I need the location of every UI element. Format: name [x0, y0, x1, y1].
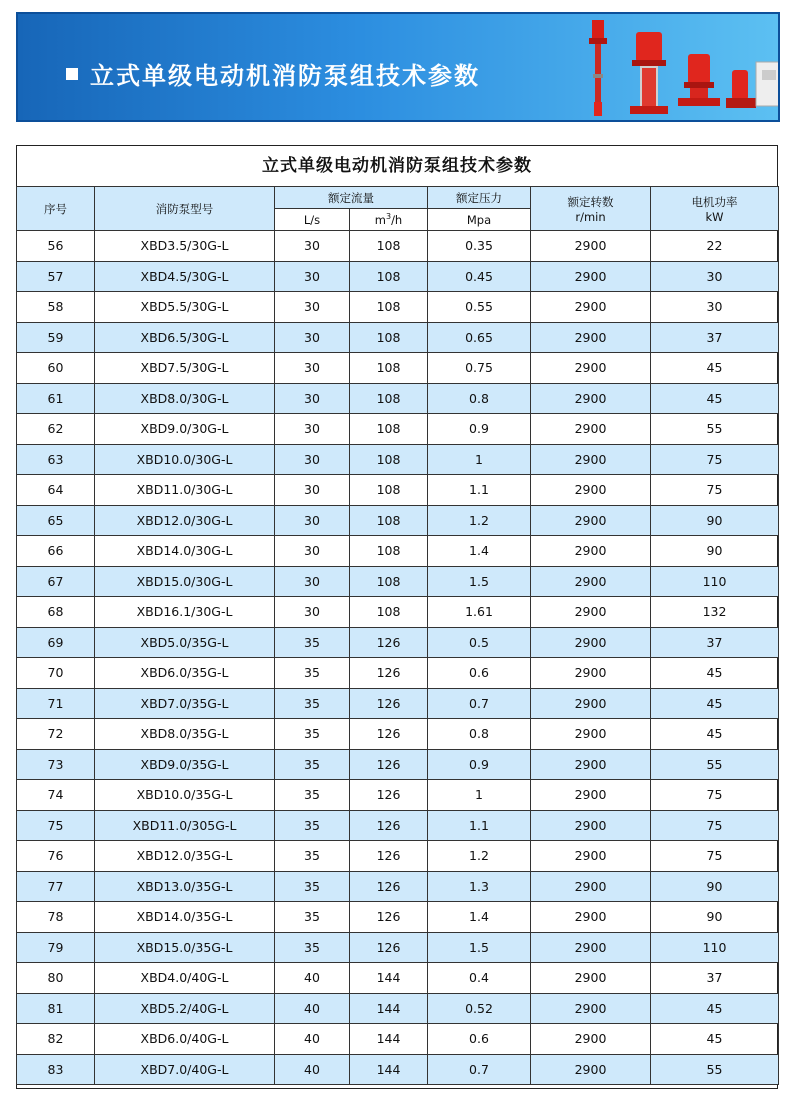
cell-flow-m3h: 126 [350, 688, 428, 719]
cell-pressure: 1 [428, 780, 531, 811]
cell-flow-ls: 40 [275, 1024, 350, 1055]
cell-index: 60 [17, 353, 95, 384]
cell-power: 90 [651, 871, 779, 902]
table-row [17, 353, 779, 384]
cell-pressure: 0.52 [428, 993, 531, 1024]
cell-index: 79 [17, 932, 95, 963]
cell-power: 45 [651, 993, 779, 1024]
cell-speed: 2900 [531, 444, 651, 475]
cell-flow-m3h: 144 [350, 1024, 428, 1055]
cell-flow-ls: 30 [275, 231, 350, 262]
cell-flow-ls: 35 [275, 841, 350, 872]
cell-speed: 2900 [531, 475, 651, 506]
cell-index: 68 [17, 597, 95, 628]
cell-pressure: 1.5 [428, 932, 531, 963]
bullet-square-icon [66, 68, 78, 80]
cell-model: XBD4.0/40G-L [95, 963, 275, 994]
cell-model: XBD9.0/35G-L [95, 749, 275, 780]
cell-power: 75 [651, 810, 779, 841]
header-flow-m3h-tail: /h [391, 212, 403, 227]
table-row [17, 810, 779, 841]
pump-set-icon [726, 62, 780, 108]
cell-flow-m3h: 108 [350, 536, 428, 567]
cell-index: 81 [17, 993, 95, 1024]
cell-flow-ls: 35 [275, 627, 350, 658]
cell-index: 75 [17, 810, 95, 841]
table-row [17, 749, 779, 780]
spec-table-frame [16, 145, 778, 1089]
header-pressure: 额定压力 [428, 187, 531, 209]
cell-pressure: 0.9 [428, 749, 531, 780]
cell-power: 75 [651, 841, 779, 872]
cell-index: 64 [17, 475, 95, 506]
table-row [17, 963, 779, 994]
cell-index: 61 [17, 383, 95, 414]
cell-flow-ls: 35 [275, 871, 350, 902]
multistage-pump-icon [630, 32, 668, 114]
cell-pressure: 1.5 [428, 566, 531, 597]
cell-power: 37 [651, 627, 779, 658]
cell-power: 30 [651, 261, 779, 292]
cell-model: XBD11.0/305G-L [95, 810, 275, 841]
table-row [17, 932, 779, 963]
cell-index: 77 [17, 871, 95, 902]
cell-power: 90 [651, 505, 779, 536]
tall-pump-icon [589, 20, 607, 116]
cell-model: XBD16.1/30G-L [95, 597, 275, 628]
cell-model: XBD5.2/40G-L [95, 993, 275, 1024]
cell-flow-ls: 35 [275, 719, 350, 750]
cell-speed: 2900 [531, 841, 651, 872]
spec-table-body [17, 231, 779, 1085]
cell-power: 37 [651, 322, 779, 353]
inline-pump-icon [678, 54, 720, 106]
cell-speed: 2900 [531, 749, 651, 780]
cell-power: 30 [651, 292, 779, 323]
cell-model: XBD8.0/30G-L [95, 383, 275, 414]
cell-speed: 2900 [531, 627, 651, 658]
cell-speed: 2900 [531, 353, 651, 384]
table-row [17, 261, 779, 292]
cell-index: 58 [17, 292, 95, 323]
cell-pressure: 0.75 [428, 353, 531, 384]
cell-pressure: 0.35 [428, 231, 531, 262]
cell-flow-ls: 30 [275, 475, 350, 506]
cell-power: 110 [651, 932, 779, 963]
cell-index: 74 [17, 780, 95, 811]
header-flow-ls: L/s [275, 209, 350, 231]
cell-speed: 2900 [531, 566, 651, 597]
cell-power: 45 [651, 1024, 779, 1055]
cell-power: 75 [651, 444, 779, 475]
header-flow-m3h [350, 209, 428, 231]
cell-power: 55 [651, 1054, 779, 1085]
table-row [17, 902, 779, 933]
cell-flow-ls: 30 [275, 597, 350, 628]
cell-speed: 2900 [531, 719, 651, 750]
cell-flow-m3h: 126 [350, 871, 428, 902]
cell-power: 132 [651, 597, 779, 628]
cell-pressure: 1 [428, 444, 531, 475]
cell-index: 80 [17, 963, 95, 994]
cell-speed: 2900 [531, 414, 651, 445]
cell-speed: 2900 [531, 261, 651, 292]
table-row [17, 383, 779, 414]
cell-model: XBD15.0/30G-L [95, 566, 275, 597]
cell-flow-m3h: 144 [350, 963, 428, 994]
cell-speed: 2900 [531, 658, 651, 689]
cell-pressure: 0.4 [428, 963, 531, 994]
table-row [17, 597, 779, 628]
cell-model: XBD5.0/35G-L [95, 627, 275, 658]
cell-speed: 2900 [531, 1054, 651, 1085]
cell-speed: 2900 [531, 1024, 651, 1055]
cell-model: XBD7.5/30G-L [95, 353, 275, 384]
cell-model: XBD7.0/35G-L [95, 688, 275, 719]
cell-index: 83 [17, 1054, 95, 1085]
table-row [17, 993, 779, 1024]
cell-index: 66 [17, 536, 95, 567]
header-speed-unit: r/min [575, 209, 606, 224]
header-model: 消防泵型号 [95, 187, 275, 231]
cell-pressure: 0.9 [428, 414, 531, 445]
cell-pressure: 1.1 [428, 810, 531, 841]
cell-flow-m3h: 108 [350, 475, 428, 506]
cell-flow-ls: 30 [275, 566, 350, 597]
cell-flow-ls: 35 [275, 658, 350, 689]
cell-index: 82 [17, 1024, 95, 1055]
cell-speed: 2900 [531, 780, 651, 811]
cell-power: 90 [651, 902, 779, 933]
cell-power: 45 [651, 719, 779, 750]
cell-flow-m3h: 126 [350, 719, 428, 750]
cell-flow-m3h: 108 [350, 292, 428, 323]
header-power-unit: kW [705, 209, 724, 224]
cell-index: 69 [17, 627, 95, 658]
cell-power: 75 [651, 475, 779, 506]
cell-speed: 2900 [531, 871, 651, 902]
table-row [17, 627, 779, 658]
cell-flow-ls: 30 [275, 322, 350, 353]
cell-speed: 2900 [531, 231, 651, 262]
table-row [17, 658, 779, 689]
cell-flow-ls: 35 [275, 902, 350, 933]
cell-flow-ls: 40 [275, 1054, 350, 1085]
cell-flow-ls: 30 [275, 414, 350, 445]
cell-speed: 2900 [531, 810, 651, 841]
cell-flow-ls: 30 [275, 292, 350, 323]
cell-flow-ls: 30 [275, 261, 350, 292]
cell-model: XBD10.0/35G-L [95, 780, 275, 811]
table-row [17, 688, 779, 719]
cell-model: XBD14.0/30G-L [95, 536, 275, 567]
table-row [17, 322, 779, 353]
header-speed-label: 额定转数 [567, 194, 614, 209]
cell-model: XBD14.0/35G-L [95, 902, 275, 933]
cell-flow-m3h: 108 [350, 505, 428, 536]
cell-model: XBD7.0/40G-L [95, 1054, 275, 1085]
cell-pressure: 1.2 [428, 841, 531, 872]
cell-power: 45 [651, 383, 779, 414]
cell-flow-ls: 30 [275, 536, 350, 567]
header-banner [16, 12, 780, 122]
cell-model: XBD6.0/40G-L [95, 1024, 275, 1055]
cell-flow-m3h: 144 [350, 1054, 428, 1085]
cell-flow-m3h: 108 [350, 231, 428, 262]
cell-flow-m3h: 108 [350, 353, 428, 384]
table-row [17, 505, 779, 536]
cell-flow-m3h: 108 [350, 597, 428, 628]
cell-model: XBD6.0/35G-L [95, 658, 275, 689]
cell-flow-m3h: 108 [350, 383, 428, 414]
cell-pressure: 1.4 [428, 902, 531, 933]
cell-flow-m3h: 126 [350, 841, 428, 872]
cell-pressure: 0.65 [428, 322, 531, 353]
cell-index: 62 [17, 414, 95, 445]
header-pressure-unit: Mpa [428, 209, 531, 231]
cell-speed: 2900 [531, 322, 651, 353]
cell-pressure: 1.2 [428, 505, 531, 536]
table-row [17, 871, 779, 902]
cell-pressure: 1.3 [428, 871, 531, 902]
cell-flow-ls: 40 [275, 963, 350, 994]
cell-flow-m3h: 108 [350, 414, 428, 445]
table-row [17, 1054, 779, 1085]
cell-flow-ls: 35 [275, 749, 350, 780]
table-row [17, 414, 779, 445]
cell-speed: 2900 [531, 902, 651, 933]
spec-table [16, 186, 779, 1085]
cell-flow-ls: 35 [275, 688, 350, 719]
cell-flow-m3h: 126 [350, 627, 428, 658]
cell-power: 37 [651, 963, 779, 994]
cell-flow-ls: 30 [275, 505, 350, 536]
header-power-label: 电机功率 [691, 194, 738, 209]
cell-model: XBD12.0/35G-L [95, 841, 275, 872]
cell-speed: 2900 [531, 688, 651, 719]
cell-index: 78 [17, 902, 95, 933]
cell-model: XBD9.0/30G-L [95, 414, 275, 445]
cell-index: 70 [17, 658, 95, 689]
header-speed [531, 187, 651, 231]
cell-power: 55 [651, 414, 779, 445]
cell-model: XBD4.5/30G-L [95, 261, 275, 292]
cell-flow-ls: 30 [275, 383, 350, 414]
table-title: 立式单级电动机消防泵组技术参数 [262, 156, 532, 176]
cell-flow-m3h: 144 [350, 993, 428, 1024]
cell-speed: 2900 [531, 383, 651, 414]
pump-products-image [558, 14, 780, 122]
cell-flow-m3h: 126 [350, 749, 428, 780]
cell-model: XBD10.0/30G-L [95, 444, 275, 475]
table-row [17, 444, 779, 475]
cell-flow-m3h: 108 [350, 444, 428, 475]
cell-speed: 2900 [531, 597, 651, 628]
cell-power: 22 [651, 231, 779, 262]
cell-pressure: 0.7 [428, 1054, 531, 1085]
header-flow-m3h-sup: 3 [385, 212, 392, 222]
header-power [651, 187, 779, 231]
cell-model: XBD3.5/30G-L [95, 231, 275, 262]
banner-title: 立式单级电动机消防泵组技术参数 [90, 62, 480, 90]
cell-flow-ls: 35 [275, 932, 350, 963]
cell-flow-m3h: 126 [350, 902, 428, 933]
banner-title-wrap [66, 56, 480, 91]
cell-pressure: 0.7 [428, 688, 531, 719]
cell-index: 57 [17, 261, 95, 292]
cell-flow-m3h: 126 [350, 810, 428, 841]
cell-index: 72 [17, 719, 95, 750]
cell-flow-m3h: 108 [350, 322, 428, 353]
cell-model: XBD15.0/35G-L [95, 932, 275, 963]
cell-pressure: 0.45 [428, 261, 531, 292]
cell-model: XBD8.0/35G-L [95, 719, 275, 750]
cell-flow-m3h: 126 [350, 932, 428, 963]
cell-flow-m3h: 108 [350, 566, 428, 597]
cell-index: 59 [17, 322, 95, 353]
cell-flow-ls: 35 [275, 780, 350, 811]
cell-flow-m3h: 126 [350, 658, 428, 689]
cell-model: XBD5.5/30G-L [95, 292, 275, 323]
cell-pressure: 1.1 [428, 475, 531, 506]
cell-pressure: 0.8 [428, 383, 531, 414]
cell-speed: 2900 [531, 932, 651, 963]
cell-power: 45 [651, 688, 779, 719]
cell-power: 110 [651, 566, 779, 597]
table-row [17, 719, 779, 750]
cell-flow-ls: 30 [275, 444, 350, 475]
cell-power: 45 [651, 658, 779, 689]
cell-flow-m3h: 126 [350, 780, 428, 811]
cell-flow-m3h: 108 [350, 261, 428, 292]
cell-speed: 2900 [531, 963, 651, 994]
table-row [17, 475, 779, 506]
cell-index: 76 [17, 841, 95, 872]
cell-index: 73 [17, 749, 95, 780]
cell-power: 45 [651, 353, 779, 384]
cell-pressure: 0.6 [428, 1024, 531, 1055]
cell-pressure: 0.55 [428, 292, 531, 323]
header-flow: 额定流量 [275, 187, 428, 209]
cell-pressure: 0.5 [428, 627, 531, 658]
cell-speed: 2900 [531, 536, 651, 567]
table-row [17, 536, 779, 567]
cell-power: 55 [651, 749, 779, 780]
cell-flow-ls: 30 [275, 353, 350, 384]
cell-index: 56 [17, 231, 95, 262]
cell-index: 65 [17, 505, 95, 536]
table-row [17, 231, 779, 262]
cell-speed: 2900 [531, 292, 651, 323]
cell-pressure: 1.4 [428, 536, 531, 567]
table-row [17, 566, 779, 597]
header-index: 序号 [17, 187, 95, 231]
cell-pressure: 1.61 [428, 597, 531, 628]
cell-pressure: 0.8 [428, 719, 531, 750]
cell-power: 90 [651, 536, 779, 567]
cell-pressure: 0.6 [428, 658, 531, 689]
cell-model: XBD6.5/30G-L [95, 322, 275, 353]
table-row [17, 1024, 779, 1055]
cell-model: XBD11.0/30G-L [95, 475, 275, 506]
cell-speed: 2900 [531, 505, 651, 536]
cell-speed: 2900 [531, 993, 651, 1024]
table-row [17, 292, 779, 323]
cell-model: XBD13.0/35G-L [95, 871, 275, 902]
table-row [17, 841, 779, 872]
cell-flow-ls: 35 [275, 810, 350, 841]
header-flow-m3h-base: m [374, 212, 386, 227]
cell-model: XBD12.0/30G-L [95, 505, 275, 536]
cell-index: 63 [17, 444, 95, 475]
cell-index: 71 [17, 688, 95, 719]
cell-power: 75 [651, 780, 779, 811]
cell-index: 67 [17, 566, 95, 597]
cell-flow-ls: 40 [275, 993, 350, 1024]
table-row [17, 780, 779, 811]
